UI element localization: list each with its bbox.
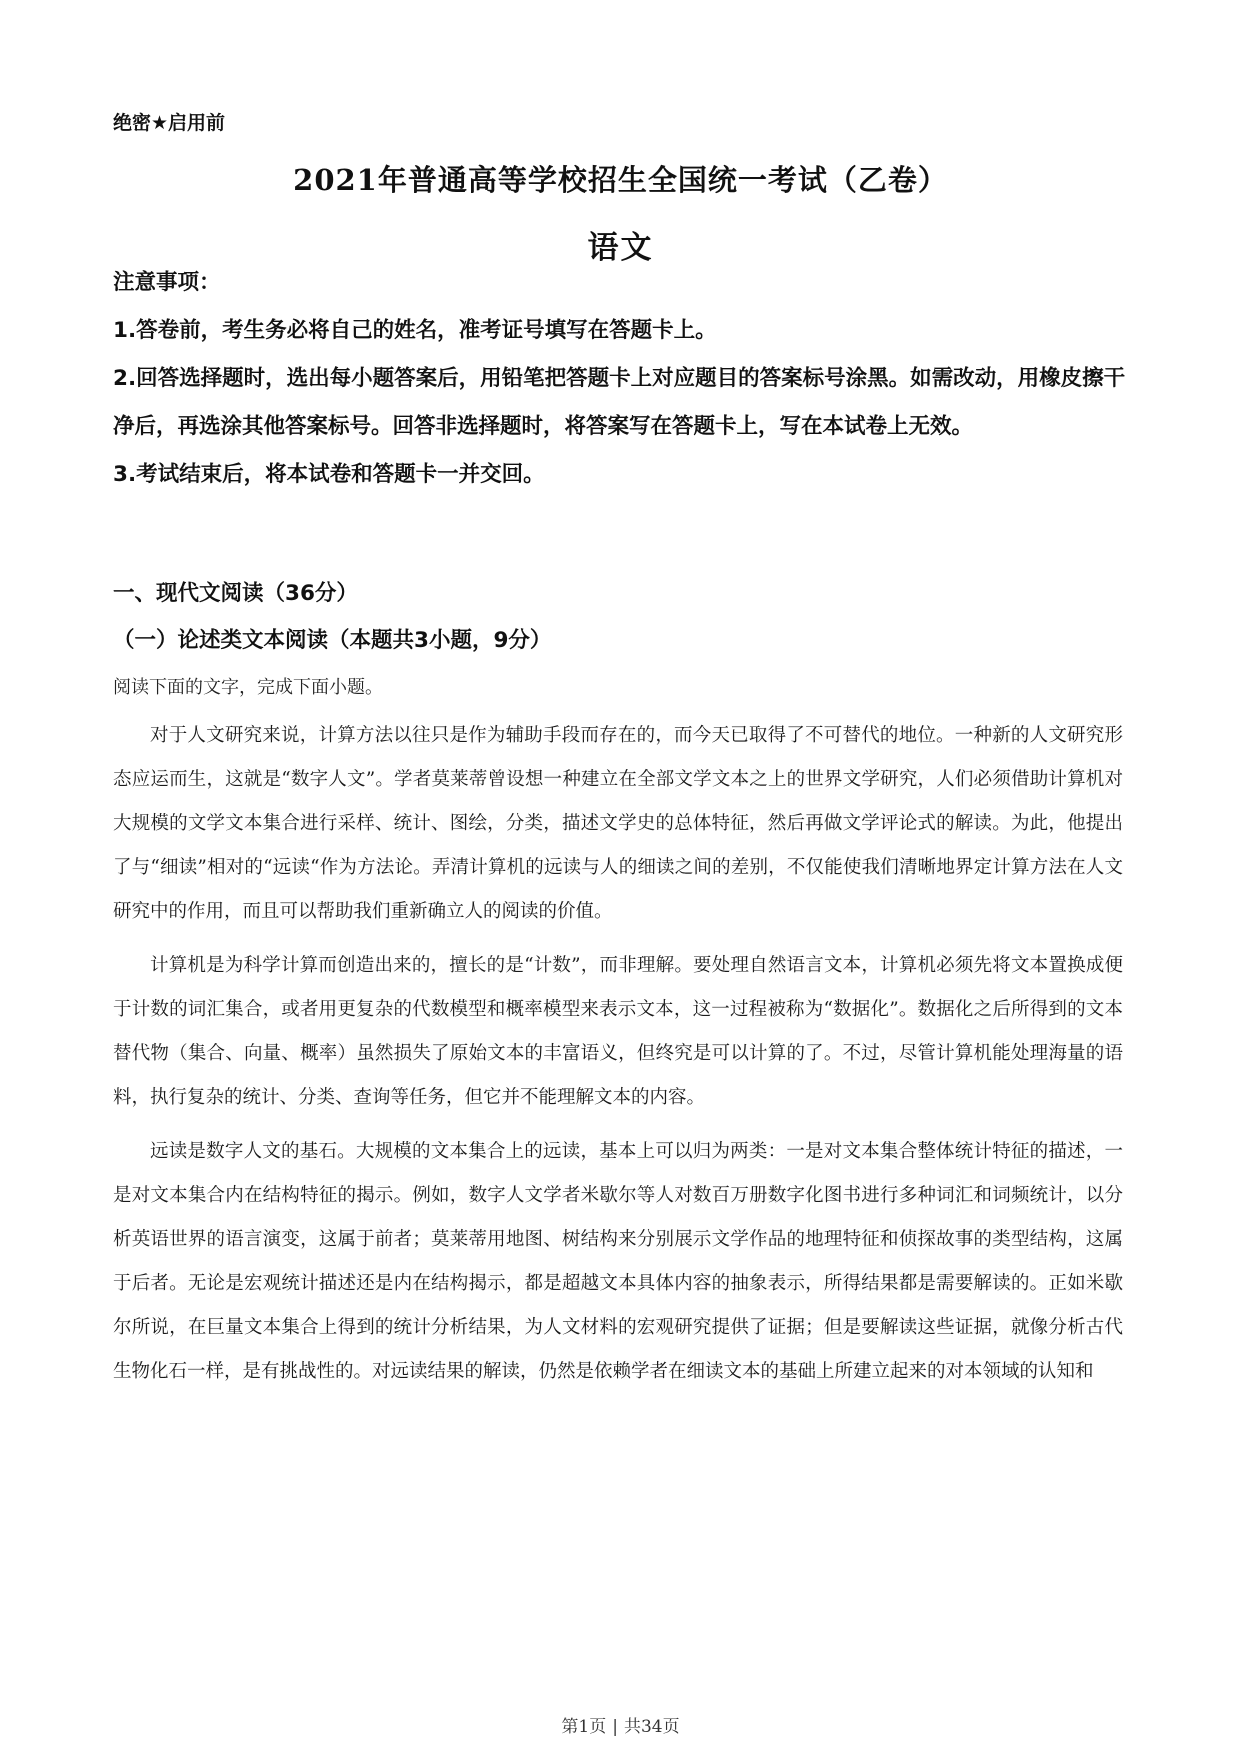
notes-item-3: 3.考试结束后，将本试卷和答题卡一并交回。: [113, 462, 545, 487]
passage-paragraph-3: 远读是数字人文的基石。大规模的文本集合上的远读，基本上可以归为两类：一是对文本集合整体统计特征的描述，一是对文本集合内在结构特征的揭示。例如，数字人文学者米歇尔等人对数百万册数字化图书进行多种词汇和词频统计，以分析英语世界的语言演变，这属于前者；莫莱蒂用地图、树结构来分别展示文学作品的地理特征和侦探故事的类型结构，这属于后者。无论是宏观统计描述还是内在结构揭示，都是超越文本具体内容的抽象表示，所得结果都是需要解读的。正如米歇尔所说，在巨量文本集合上得到的统计分析结果，为人文材料的宏观研究提供了证据；但是要解读这些证据，就像分析古代生物化石一样，是有挑战性的。对远读结果的解读，仍然是依赖学者在细读文本的基础上所建立起来的对本领域的认知和: [113, 1141, 1123, 1382]
notes-item-1: 1.答卷前，考生务必将自己的姓名，准考证号填写在答题卡上。: [113, 318, 717, 343]
page-footer: [0, 1712, 1241, 1737]
page-total: 共34页: [623, 1717, 680, 1737]
section-heading: 一、现代文阅读（36分）: [113, 581, 358, 606]
exam-title: 2021年普通高等学校招生全国统一考试（乙卷）: [293, 163, 948, 197]
subject-title: 语文: [587, 230, 654, 266]
notes-block: [113, 259, 1133, 499]
reading-passage: [113, 714, 1123, 1404]
confidential-label: 绝密★启用前: [113, 112, 226, 134]
notes-heading: 注意事项：: [113, 270, 221, 295]
passage-paragraph-1: 对于人文研究来说，计算方法以往只是作为辅助手段而存在的，而今天已取得了不可替代的地位。一种新的人文研究形态应运而生，这就是“数字人文”。学者莫莱蒂曾设想一种建立在全部文学文本之上的世界文学研究，人们必须借助计算机对大规模的文学文本集合进行采样、统计、图绘，分类，描述文学史的总体特征，然后再做文学评论式的解读。为此，他提出了与“细读”相对的“远读“作为方法论。弄清计算机的远读与人的细读之间的差别，不仅能使我们清晰地界定计算方法在人文研究中的作用，而且可以帮助我们重新确立人的阅读的价值。: [113, 725, 1123, 922]
reading-instruction: 阅读下面的文字，完成下面小题。: [113, 677, 383, 698]
notes-item-2: 2.回答选择题时，选出每小题答案后，用铅笔把答题卡上对应题目的答案标号涂黑。如需改动，用橡皮擦干净后，再选涂其他答案标号。回答非选择题时，将答案写在答题卡上，写在本试卷上无效。: [113, 366, 1126, 439]
section-subheading: （一）论述类文本阅读（本题共3小题，9分）: [113, 628, 552, 653]
page-number: 第1页: [561, 1717, 607, 1737]
passage-paragraph-2: 计算机是为科学计算而创造出来的，擅长的是“计数”，而非理解。要处理自然语言文本，计算机必须先将文本置换成便于计数的词汇集合，或者用更复杂的代数模型和概率模型来表示文本，这一过程被称为“数据化”。数据化之后所得到的文本替代物（集合、向量、概率）虽然损失了原始文本的丰富语义，但终究是可以计算的了。不过，尽管计算机能处理海量的语料，执行复杂的统计、分类、查询等任务，但它并不能理解文本的内容。: [113, 955, 1123, 1108]
footer-separator: |: [612, 1717, 618, 1737]
